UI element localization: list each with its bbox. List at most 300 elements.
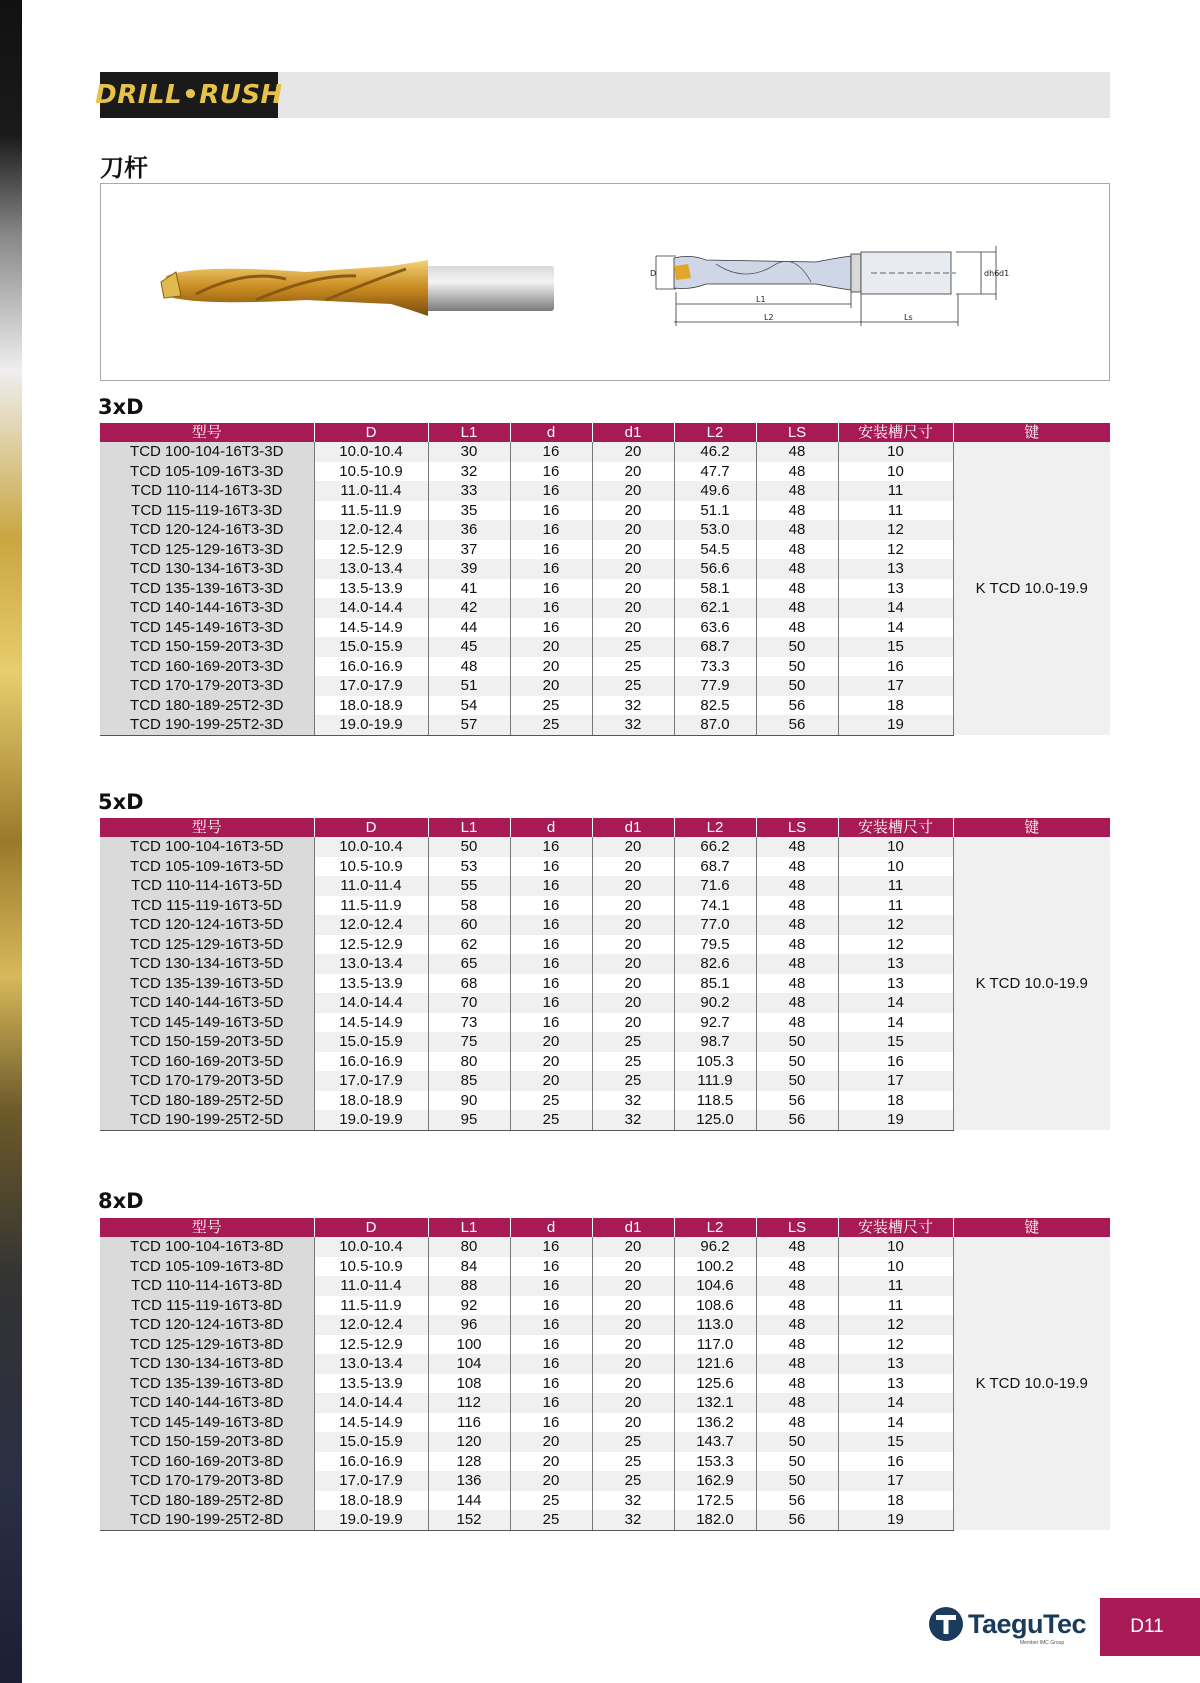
value-cell: 48 [756,598,838,618]
value-cell: 136.2 [674,1413,756,1433]
value-cell: 48 [756,857,838,877]
value-cell: 13.5-13.9 [314,579,428,599]
value-cell: 17.0-17.9 [314,1071,428,1091]
value-cell: 25 [592,637,674,657]
value-cell: 32 [592,1510,674,1530]
value-cell: 15 [838,637,953,657]
value-cell: 20 [592,896,674,916]
value-cell: 100.2 [674,1257,756,1277]
value-cell: 25 [592,1471,674,1491]
value-cell: 25 [510,1510,592,1530]
value-cell: 85 [428,1071,510,1091]
value-cell: 56 [756,1091,838,1111]
value-cell: 36 [428,520,510,540]
model-cell: TCD 110-114-16T3-8D [100,1276,314,1296]
value-cell: 30 [428,442,510,462]
label-L2: L2 [764,313,774,322]
column-header: L1 [428,1218,510,1237]
column-header: L2 [674,1218,756,1237]
value-cell: 96.2 [674,1237,756,1257]
value-cell: 20 [592,993,674,1013]
value-cell: 48 [756,442,838,462]
value-cell: 20 [592,442,674,462]
taegutec-logo-icon [928,1606,964,1642]
value-cell: 82.6 [674,954,756,974]
value-cell: 49.6 [674,481,756,501]
model-cell: TCD 190-199-25T2-8D [100,1510,314,1530]
model-cell: TCD 120-124-16T3-3D [100,520,314,540]
value-cell: 13.0-13.4 [314,559,428,579]
value-cell: 74.1 [674,896,756,916]
value-cell: 60 [428,915,510,935]
model-cell: TCD 135-139-16T3-3D [100,579,314,599]
value-cell: 11.0-11.4 [314,1276,428,1296]
value-cell: 58 [428,896,510,916]
value-cell: 12.0-12.4 [314,915,428,935]
value-cell: 48 [756,993,838,1013]
value-cell: 11 [838,896,953,916]
value-cell: 98.7 [674,1032,756,1052]
model-cell: TCD 125-129-16T3-3D [100,540,314,560]
value-cell: 16 [838,1452,953,1472]
value-cell: 13.0-13.4 [314,954,428,974]
page-number: D11 [1100,1598,1200,1656]
value-cell: 45 [428,637,510,657]
value-cell: 14.5-14.9 [314,1013,428,1033]
spec-table-5xd [100,818,1110,1131]
value-cell: 56 [756,1510,838,1530]
table-header-row [100,818,1110,837]
value-cell: 25 [592,676,674,696]
model-cell: TCD 145-149-16T3-3D [100,618,314,638]
value-cell: 121.6 [674,1354,756,1374]
value-cell: 162.9 [674,1471,756,1491]
value-cell: 48 [756,1374,838,1394]
value-cell: 16.0-16.9 [314,1452,428,1472]
value-cell: 48 [756,1276,838,1296]
value-cell: 20 [592,1237,674,1257]
value-cell: 62 [428,935,510,955]
value-cell: 17 [838,1471,953,1491]
model-cell: TCD 110-114-16T3-5D [100,876,314,896]
value-cell: 25 [592,1452,674,1472]
model-cell: TCD 100-104-16T3-5D [100,837,314,857]
value-cell: 12.5-12.9 [314,540,428,560]
value-cell: 20 [510,1471,592,1491]
value-cell: 20 [510,1052,592,1072]
value-cell: 25 [592,1071,674,1091]
value-cell: 53.0 [674,520,756,540]
value-cell: 10 [838,1237,953,1257]
model-cell: TCD 110-114-16T3-3D [100,481,314,501]
column-header: 安装槽尺寸 [838,818,953,837]
model-cell: TCD 180-189-25T2-8D [100,1491,314,1511]
value-cell: 20 [592,857,674,877]
value-cell: 90.2 [674,993,756,1013]
column-header: 键 [953,818,1110,837]
value-cell: 58.1 [674,579,756,599]
value-cell: 16 [510,442,592,462]
value-cell: 15.0-15.9 [314,637,428,657]
value-cell: 11 [838,1296,953,1316]
value-cell: 77.0 [674,915,756,935]
column-header: D [314,1218,428,1237]
value-cell: 51 [428,676,510,696]
value-cell: 152 [428,1510,510,1530]
value-cell: 48 [756,1296,838,1316]
value-cell: 10.0-10.4 [314,1237,428,1257]
value-cell: 48 [756,501,838,521]
value-cell: 56 [756,1110,838,1130]
value-cell: 25 [592,1432,674,1452]
value-cell: 125.6 [674,1374,756,1394]
value-cell: 13.0-13.4 [314,1354,428,1374]
value-cell: 35 [428,501,510,521]
model-cell: TCD 150-159-20T3-5D [100,1032,314,1052]
value-cell: 48 [756,1257,838,1277]
value-cell: 50 [756,1471,838,1491]
value-cell: 79.5 [674,935,756,955]
value-cell: 20 [510,657,592,677]
value-cell: 16 [510,1315,592,1335]
value-cell: 18 [838,1491,953,1511]
product-image-box [100,183,1110,381]
value-cell: 15.0-15.9 [314,1432,428,1452]
value-cell: 16 [510,837,592,857]
value-cell: 20 [592,618,674,638]
column-header: D [314,423,428,442]
value-cell: 108.6 [674,1296,756,1316]
spec-table-3xd [100,423,1110,736]
value-cell: 10 [838,1257,953,1277]
value-cell: 17.0-17.9 [314,676,428,696]
value-cell: 50 [756,676,838,696]
label-dh6: dh6 [984,269,1000,278]
value-cell: 10.5-10.9 [314,857,428,877]
model-cell: TCD 100-104-16T3-8D [100,1237,314,1257]
value-cell: 117.0 [674,1335,756,1355]
decorative-side-strip [0,0,22,1683]
value-cell: 25 [592,1032,674,1052]
table-row [100,837,1110,857]
value-cell: 100 [428,1335,510,1355]
value-cell: 105.3 [674,1052,756,1072]
value-cell: 16 [510,1335,592,1355]
value-cell: 48 [756,896,838,916]
value-cell: 25 [592,657,674,677]
value-cell: 13 [838,974,953,994]
value-cell: 16 [510,876,592,896]
value-cell: 71.6 [674,876,756,896]
model-cell: TCD 105-109-16T3-3D [100,462,314,482]
column-header: LS [756,818,838,837]
value-cell: 10 [838,857,953,877]
column-header: d1 [592,423,674,442]
value-cell: 41 [428,579,510,599]
column-header: L1 [428,423,510,442]
value-cell: 11.0-11.4 [314,481,428,501]
value-cell: 113.0 [674,1315,756,1335]
value-cell: 39 [428,559,510,579]
model-cell: TCD 120-124-16T3-5D [100,915,314,935]
label-d1: d1 [999,269,1010,278]
value-cell: 48 [756,1237,838,1257]
value-cell: 20 [592,481,674,501]
page-title: 刀杆 [100,154,148,182]
value-cell: 14.0-14.4 [314,598,428,618]
value-cell: 12 [838,1335,953,1355]
value-cell: 16 [510,1374,592,1394]
value-cell: 48 [756,954,838,974]
model-cell: TCD 170-179-20T3-5D [100,1071,314,1091]
value-cell: 112 [428,1393,510,1413]
value-cell: 16 [838,657,953,677]
value-cell: 20 [592,1374,674,1394]
value-cell: 70 [428,993,510,1013]
model-cell: TCD 125-129-16T3-8D [100,1335,314,1355]
column-header: 安装槽尺寸 [838,423,953,442]
value-cell: 16 [510,462,592,482]
value-cell: 20 [510,1071,592,1091]
value-cell: 25 [510,1491,592,1511]
value-cell: 16 [510,974,592,994]
brand-name: TaeguTec [968,1608,1087,1639]
value-cell: 55 [428,876,510,896]
value-cell: 50 [756,1452,838,1472]
value-cell: 20 [592,520,674,540]
value-cell: 12 [838,915,953,935]
value-cell: 33 [428,481,510,501]
value-cell: 32 [592,1491,674,1511]
model-cell: TCD 115-119-16T3-8D [100,1296,314,1316]
value-cell: 108 [428,1374,510,1394]
value-cell: 11 [838,501,953,521]
value-cell: 13 [838,1354,953,1374]
column-header: 型号 [100,423,314,442]
value-cell: 14.5-14.9 [314,618,428,638]
value-cell: 144 [428,1491,510,1511]
value-cell: 19.0-19.9 [314,1110,428,1130]
value-cell: 125.0 [674,1110,756,1130]
model-cell: TCD 100-104-16T3-3D [100,442,314,462]
value-cell: 10 [838,837,953,857]
column-header: 键 [953,423,1110,442]
value-cell: 16 [510,1013,592,1033]
value-cell: 48 [756,974,838,994]
value-cell: 12 [838,1315,953,1335]
value-cell: 66.2 [674,837,756,857]
value-cell: 19.0-19.9 [314,715,428,735]
value-cell: 14.0-14.4 [314,1393,428,1413]
value-cell: 15 [838,1432,953,1452]
table-row [100,442,1110,462]
value-cell: 12.5-12.9 [314,1335,428,1355]
value-cell: 68 [428,974,510,994]
value-cell: 14 [838,1393,953,1413]
value-cell: 13.5-13.9 [314,974,428,994]
spec-table-8xd [100,1218,1110,1531]
value-cell: 120 [428,1432,510,1452]
value-cell: 48 [756,1413,838,1433]
key-cell: K TCD 10.0-19.9 [953,837,1110,1130]
model-cell: TCD 125-129-16T3-5D [100,935,314,955]
value-cell: 32 [592,696,674,716]
value-cell: 20 [592,1354,674,1374]
value-cell: 16 [510,579,592,599]
value-cell: 12 [838,520,953,540]
value-cell: 16 [510,915,592,935]
value-cell: 20 [592,501,674,521]
value-cell: 20 [510,1032,592,1052]
value-cell: 14.5-14.9 [314,1413,428,1433]
column-header: 型号 [100,818,314,837]
value-cell: 13.5-13.9 [314,1374,428,1394]
value-cell: 20 [510,637,592,657]
value-cell: 48 [756,837,838,857]
value-cell: 20 [510,676,592,696]
value-cell: 51.1 [674,501,756,521]
model-cell: TCD 190-199-25T2-5D [100,1110,314,1130]
value-cell: 20 [592,462,674,482]
value-cell: 42 [428,598,510,618]
column-header: LS [756,423,838,442]
value-cell: 75 [428,1032,510,1052]
value-cell: 16 [510,857,592,877]
value-cell: 136 [428,1471,510,1491]
table-header-row [100,423,1110,442]
value-cell: 63.6 [674,618,756,638]
table-header-row [100,1218,1110,1237]
value-cell: 46.2 [674,442,756,462]
value-cell: 48 [756,935,838,955]
value-cell: 73.3 [674,657,756,677]
value-cell: 32 [592,1110,674,1130]
value-cell: 48 [756,1013,838,1033]
value-cell: 17.0-17.9 [314,1471,428,1491]
value-cell: 118.5 [674,1091,756,1111]
value-cell: 20 [510,1432,592,1452]
value-cell: 20 [592,837,674,857]
value-cell: 19 [838,1110,953,1130]
value-cell: 12 [838,540,953,560]
value-cell: 48 [756,481,838,501]
value-cell: 20 [592,974,674,994]
value-cell: 92 [428,1296,510,1316]
value-cell: 16 [510,1296,592,1316]
value-cell: 14 [838,618,953,638]
taegutec-brand [928,1606,1086,1642]
value-cell: 15.0-15.9 [314,1032,428,1052]
value-cell: 87.0 [674,715,756,735]
value-cell: 20 [592,598,674,618]
value-cell: 50 [756,1052,838,1072]
value-cell: 54 [428,696,510,716]
value-cell: 57 [428,715,510,735]
value-cell: 50 [756,1032,838,1052]
model-cell: TCD 115-119-16T3-5D [100,896,314,916]
value-cell: 18.0-18.9 [314,1091,428,1111]
model-cell: TCD 160-169-20T3-5D [100,1052,314,1072]
value-cell: 84 [428,1257,510,1277]
value-cell: 13 [838,1374,953,1394]
value-cell: 48 [756,540,838,560]
value-cell: 16.0-16.9 [314,1052,428,1072]
brand-subtitle: Member IMC Group [1020,1640,1065,1646]
column-header: d [510,1218,592,1237]
value-cell: 10 [838,462,953,482]
value-cell: 20 [592,1315,674,1335]
column-header: d1 [592,818,674,837]
value-cell: 25 [592,1052,674,1072]
value-cell: 20 [592,1257,674,1277]
value-cell: 25 [510,1091,592,1111]
value-cell: 50 [756,1432,838,1452]
value-cell: 19 [838,715,953,735]
section-title-8xd: 8xD [98,1189,144,1213]
value-cell: 48 [756,1335,838,1355]
value-cell: 16 [510,1393,592,1413]
value-cell: 18 [838,696,953,716]
model-cell: TCD 145-149-16T3-8D [100,1413,314,1433]
value-cell: 92.7 [674,1013,756,1033]
value-cell: 16 [510,559,592,579]
label-L1: L1 [756,295,766,304]
value-cell: 90 [428,1091,510,1111]
value-cell: 14 [838,1013,953,1033]
value-cell: 14 [838,1413,953,1433]
value-cell: 16 [510,618,592,638]
value-cell: 48 [756,462,838,482]
value-cell: 19 [838,1510,953,1530]
model-cell: TCD 105-109-16T3-8D [100,1257,314,1277]
value-cell: 10.0-10.4 [314,837,428,857]
value-cell: 153.3 [674,1452,756,1472]
value-cell: 16 [510,598,592,618]
value-cell: 16 [838,1052,953,1072]
value-cell: 85.1 [674,974,756,994]
column-header: 键 [953,1218,1110,1237]
label-D: D [650,269,657,278]
value-cell: 68.7 [674,637,756,657]
value-cell: 65 [428,954,510,974]
value-cell: 68.7 [674,857,756,877]
value-cell: 50 [428,837,510,857]
value-cell: 18 [838,1091,953,1111]
value-cell: 48 [756,1315,838,1335]
value-cell: 25 [510,696,592,716]
column-header: 型号 [100,1218,314,1237]
value-cell: 48 [756,520,838,540]
model-cell: TCD 150-159-20T3-8D [100,1432,314,1452]
value-cell: 20 [592,1393,674,1413]
model-cell: TCD 145-149-16T3-5D [100,1013,314,1033]
value-cell: 48 [428,657,510,677]
model-cell: TCD 120-124-16T3-8D [100,1315,314,1335]
model-cell: TCD 180-189-25T2-5D [100,1091,314,1111]
key-cell: K TCD 10.0-19.9 [953,442,1110,735]
value-cell: 13 [838,954,953,974]
value-cell: 172.5 [674,1491,756,1511]
value-cell: 12 [838,935,953,955]
value-cell: 14 [838,993,953,1013]
value-cell: 44 [428,618,510,638]
value-cell: 15 [838,1032,953,1052]
value-cell: 20 [592,876,674,896]
model-cell: TCD 150-159-20T3-3D [100,637,314,657]
value-cell: 128 [428,1452,510,1472]
value-cell: 14.0-14.4 [314,993,428,1013]
value-cell: 20 [592,1335,674,1355]
